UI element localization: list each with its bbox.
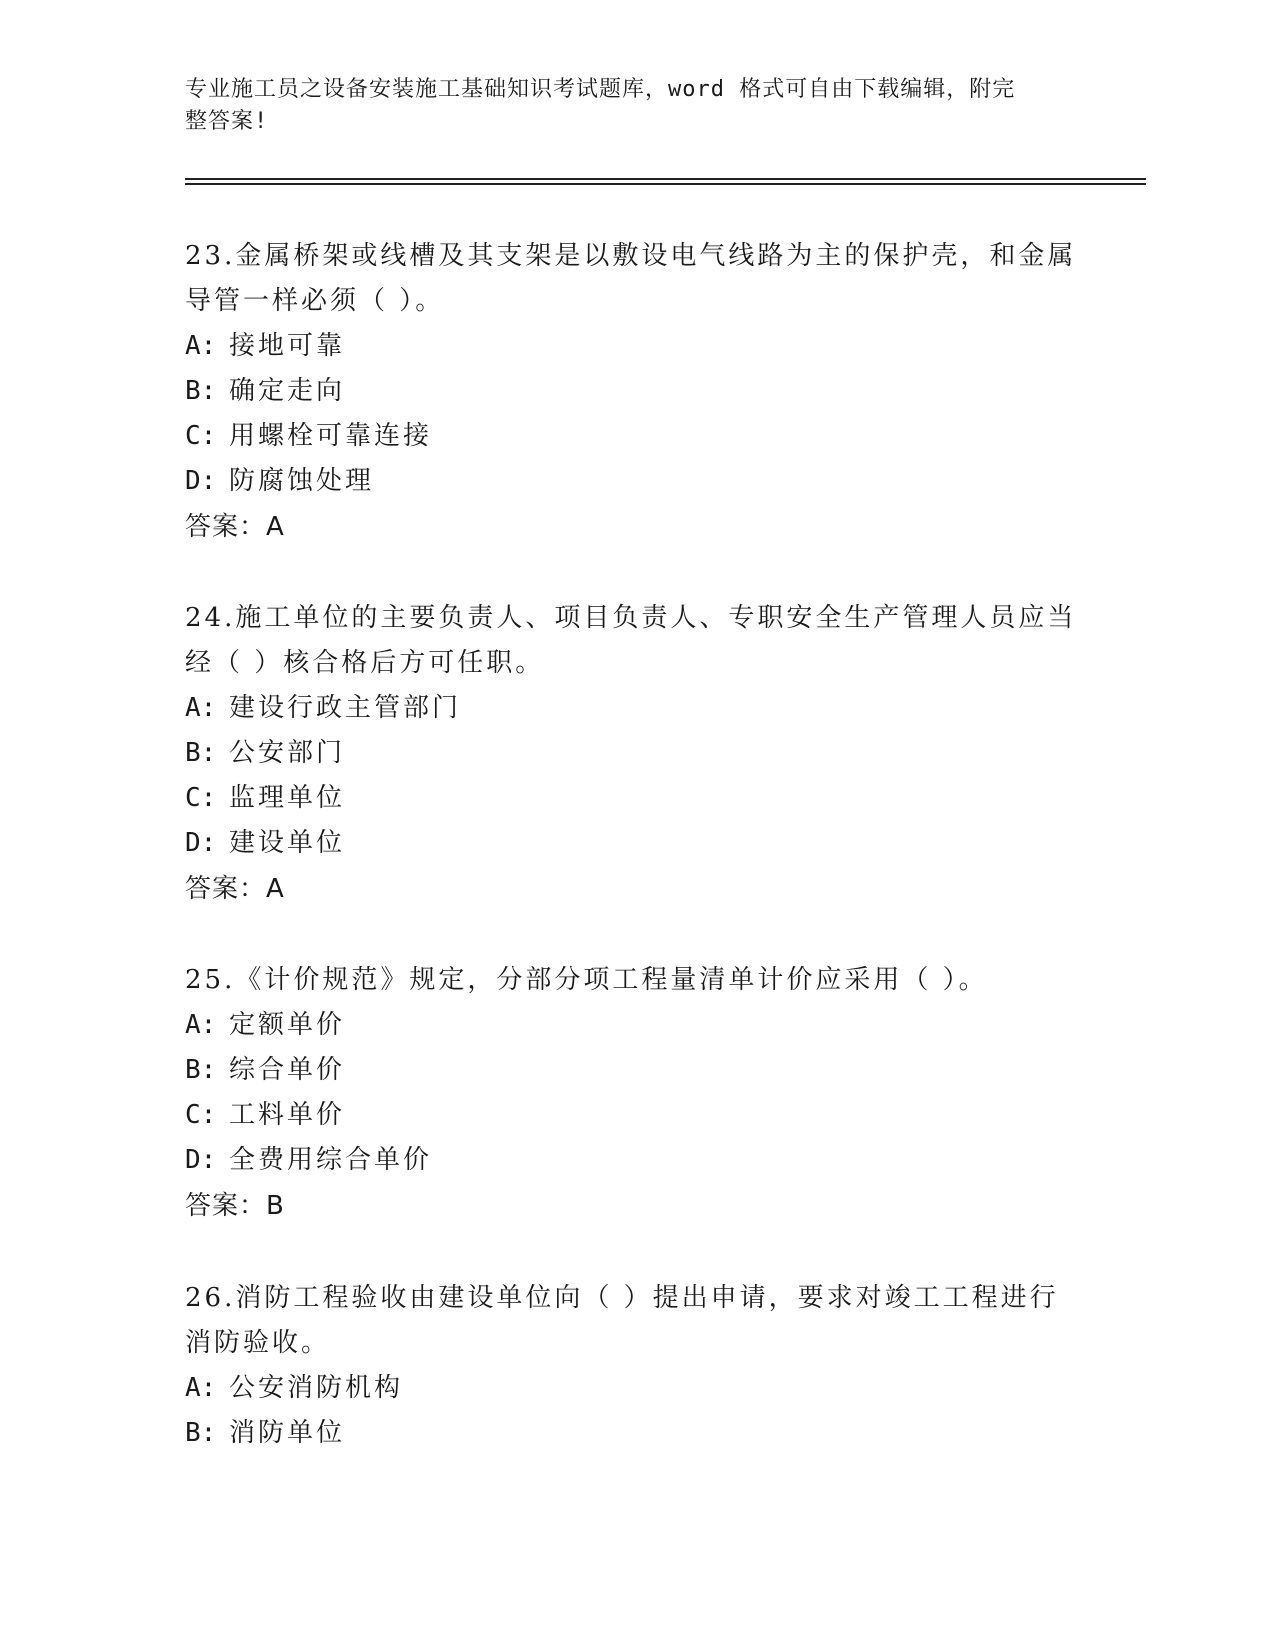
option-a [185, 324, 1085, 369]
option-text: 建设行政主管部门 [229, 693, 462, 723]
option-b [185, 1411, 1085, 1456]
option-letter: A: [185, 1373, 217, 1403]
option-c [185, 1093, 1085, 1138]
option-text: 定额单价 [229, 1010, 346, 1040]
option-text: 确定走向 [229, 376, 346, 406]
option-b [185, 369, 1085, 414]
question-23 [185, 234, 1085, 550]
option-a [185, 1366, 1085, 1411]
option-c [185, 776, 1085, 821]
document-header [185, 74, 1065, 138]
option-text: 公安消防机构 [229, 1373, 404, 1403]
answer-line: 答案：B [185, 1191, 285, 1221]
option-letter: B: [185, 1418, 217, 1448]
option-letter: C: [185, 783, 217, 813]
option-letter: B: [185, 738, 217, 768]
option-letter: B: [185, 376, 217, 406]
question-26 [185, 1276, 1085, 1456]
option-d [185, 1138, 1085, 1183]
question-stem: 25.《计价规范》规定，分部分项工程量清单计价应采用（ ）。 [185, 965, 988, 995]
option-text: 建设单位 [229, 828, 346, 858]
option-text: 监理单位 [229, 783, 346, 813]
option-letter: B: [185, 1055, 217, 1085]
option-text: 工料单价 [229, 1100, 346, 1130]
option-text: 公安部门 [229, 738, 346, 768]
option-letter: A: [185, 1010, 217, 1040]
answer-line: 答案：A [185, 512, 285, 542]
header-line-2: 整答案! [185, 109, 269, 134]
option-text: 接地可靠 [229, 331, 346, 361]
header-divider-bottom [185, 183, 1146, 185]
option-d [185, 821, 1085, 866]
answer-line: 答案：A [185, 874, 285, 904]
option-text: 消防单位 [229, 1418, 346, 1448]
question-stem: 26.消防工程验收由建设单位向（ ）提出申请，要求对竣工工程进行消防验收。 [185, 1283, 1059, 1358]
option-letter: D: [185, 828, 217, 858]
option-b [185, 731, 1085, 776]
question-25 [185, 958, 1085, 1229]
option-text: 防腐蚀处理 [229, 466, 375, 496]
option-a [185, 1003, 1085, 1048]
option-b [185, 1048, 1085, 1093]
option-letter: A: [185, 331, 217, 361]
option-c [185, 414, 1085, 459]
question-stem: 24.施工单位的主要负责人、项目负责人、专职安全生产管理人员应当经（ ）核合格后方可任职。 [185, 603, 1077, 678]
header-divider-top [185, 178, 1146, 180]
option-letter: D: [185, 466, 217, 496]
header-line-1: 专业施工员之设备安装施工基础知识考试题库，word 格式可自由下载编辑，附完 [185, 77, 1016, 102]
question-stem: 23.金属桥架或线槽及其支架是以敷设电气线路为主的保护壳，和金属导管一样必须（ ）。 [185, 241, 1077, 316]
option-d [185, 459, 1085, 504]
question-24 [185, 596, 1085, 912]
option-text: 综合单价 [229, 1055, 346, 1085]
option-letter: C: [185, 1100, 217, 1130]
option-text: 用螺栓可靠连接 [229, 421, 433, 451]
option-text: 全费用综合单价 [229, 1145, 433, 1175]
option-a [185, 686, 1085, 731]
option-letter: C: [185, 421, 217, 451]
option-letter: A: [185, 693, 217, 723]
option-letter: D: [185, 1145, 217, 1175]
